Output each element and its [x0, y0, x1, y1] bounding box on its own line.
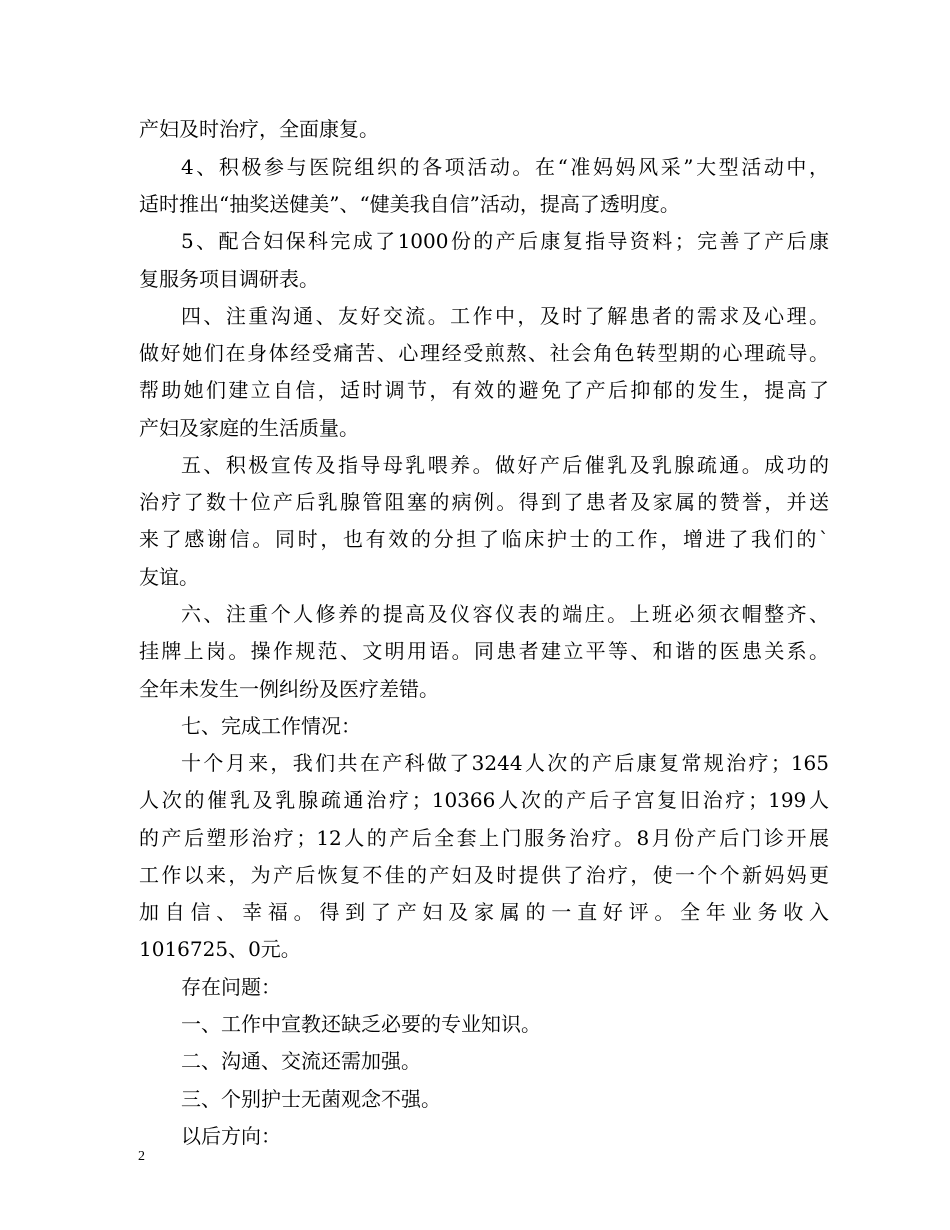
list-item: 二、沟通、交流还需加强。 [181, 1049, 421, 1073]
text-line: 挂牌上岗。操作规范、文明用语。同患者建立平等、和谐的医患关系。 [139, 639, 829, 663]
text-line: 工作以来，为产后恢复不佳的产妇及时提供了治疗，使一个个新妈妈更 [139, 863, 829, 887]
text-line: 来了感谢信。同时，也有效的分担了临床护士的工作，增进了我们的` [139, 527, 829, 551]
list-item: 三、个别护士无菌观念不强。 [181, 1087, 441, 1111]
text-line: 4、积极参与医院组织的各项活动。在“准妈妈风采”大型活动中， [181, 155, 829, 179]
text-line: 五、积极宣传及指导母乳喂养。做好产后催乳及乳腺疏通。成功的 [181, 453, 829, 477]
text-line: 四、注重沟通、友好交流。工作中，及时了解患者的需求及心理。 [181, 304, 829, 328]
section-heading: 以后方向： [181, 1124, 281, 1148]
text-line: 友谊。 [139, 565, 199, 589]
text-line: 1016725、0元。 [139, 937, 301, 961]
text-line: 适时推出“抽奖送健美”、“健美我自信”活动，提高了透明度。 [139, 192, 680, 216]
text-line: 5、配合妇保科完成了1000份的产后康复指导资料；完善了产后康 [181, 229, 829, 253]
text-line: 复服务项目调研表。 [139, 267, 319, 291]
list-item: 一、工作中宣教还缺乏必要的专业知识。 [181, 1012, 541, 1036]
text-line: 十个月来，我们共在产科做了3244人次的产后康复常规治疗；165 [181, 751, 829, 775]
section-heading: 七、完成工作情况： [181, 714, 361, 738]
text-line: 做好她们在身体经受痛苦、心理经受煎熬、社会角色转型期的心理疏导。 [139, 341, 829, 365]
text-line: 治疗了数十位产后乳腺管阻塞的病例。得到了患者及家属的赞誉，并送 [139, 490, 829, 514]
text-line: 六、注重个人修养的提高及仪容仪表的端庄。上班必须衣帽整齐、 [181, 602, 829, 626]
text-line: 产妇及时治疗，全面康复。 [139, 117, 379, 141]
text-line: 的产后塑形治疗；12人的产后全套上门服务治疗。8月份产后门诊开展 [139, 826, 829, 850]
text-line: 全年未发生一例纠纷及医疗差错。 [139, 677, 439, 701]
page-number: 2 [138, 1149, 145, 1164]
text-line: 加自信、幸福。得到了产妇及家属的一直好评。全年业务收入 [139, 900, 829, 924]
section-heading: 存在问题： [181, 975, 281, 999]
text-line: 帮助她们建立自信，适时调节，有效的避免了产后抑郁的发生，提高了 [139, 378, 829, 402]
text-line: 人次的催乳及乳腺疏通治疗；10366人次的产后子宫复旧治疗；199人 [139, 788, 829, 812]
text-line: 产妇及家庭的生活质量。 [139, 416, 359, 440]
